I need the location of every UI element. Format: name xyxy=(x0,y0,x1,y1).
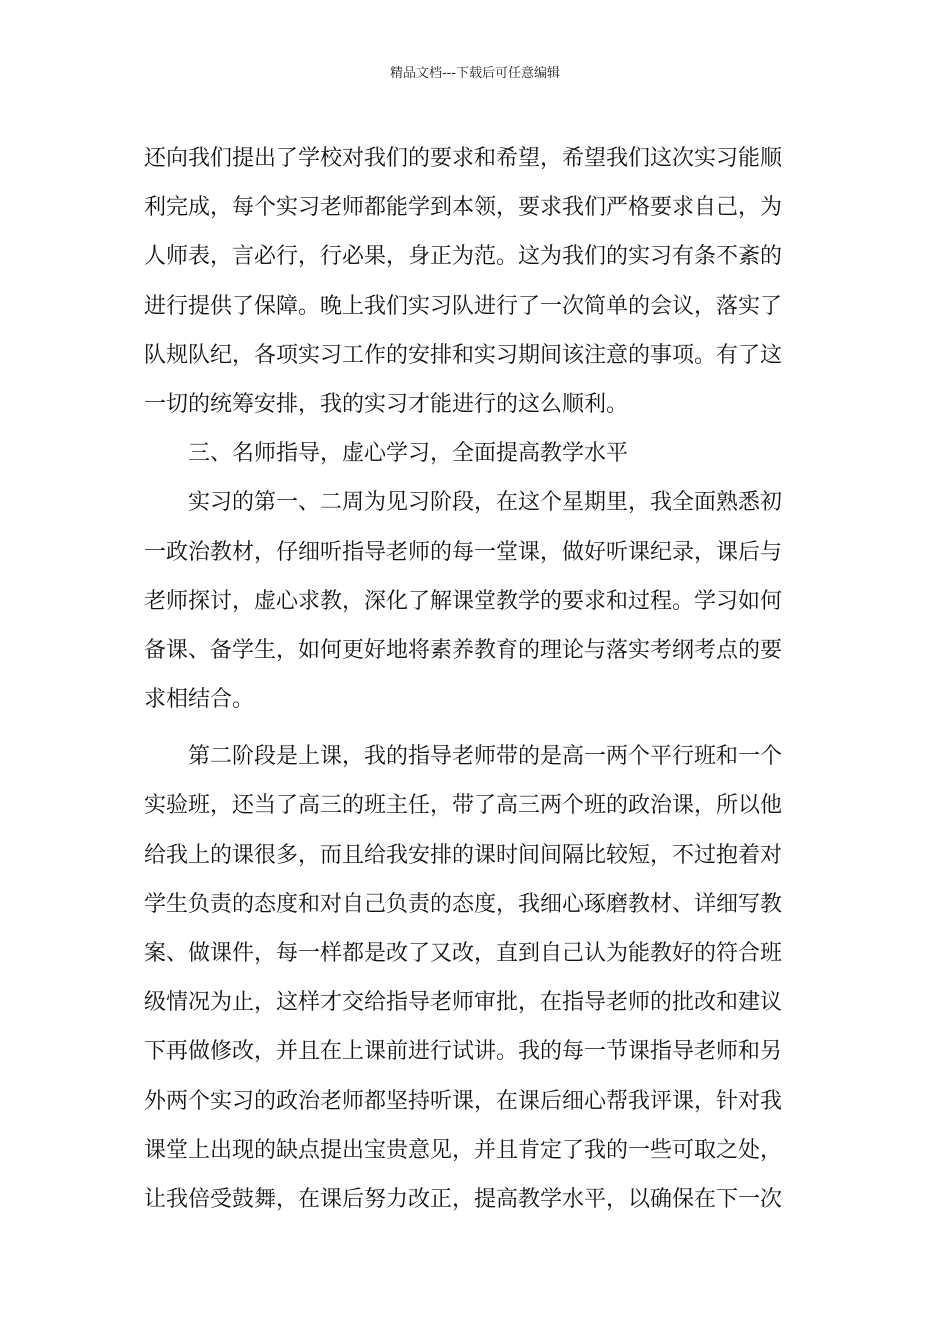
text-line: 课堂上出现的缺点提出宝贵意见，并且肯定了我的一些可取之处， xyxy=(144,1137,783,1163)
section-heading: 三、名师指导，虚心学习，全面提高教学水平 xyxy=(188,441,629,467)
text-line: 求相结合。 xyxy=(144,687,255,713)
text-line: 外两个实习的政治老师都坚持听课，在课后细心帮我评课，针对我 xyxy=(144,1088,783,1114)
text-line: 学生负责的态度和对自己负责的态度，我细心琢磨教材、详细写教 xyxy=(144,891,783,917)
text-line: 下再做修改，并且在上课前进行试讲。我的每一节课指导老师和另 xyxy=(144,1039,783,1065)
text-line: 一切的统筹安排，我的实习才能进行的这么顺利。 xyxy=(144,391,629,417)
text-line: 队规队纪，各项实习工作的安排和实习期间该注意的事项。有了这 xyxy=(144,342,783,368)
text-line: 实习的第一、二周为见习阶段，在这个星期里，我全面熟悉初 xyxy=(188,490,783,516)
text-line: 进行提供了保障。晚上我们实习队进行了一次简单的会议，落实了 xyxy=(144,293,783,319)
text-line: 让我倍受鼓舞，在课后努力改正，提高教学水平，以确保在下一次 xyxy=(144,1186,783,1212)
text-line: 实验班，还当了高三的班主任，带了高三两个班的政治课，所以他 xyxy=(144,793,783,819)
document-body xyxy=(144,134,814,1224)
text-line: 一政治教材，仔细听指导老师的每一堂课，做好听课纪录，课后与 xyxy=(144,539,783,565)
text-line: 老师探讨，虚心求教，深化了解课堂教学的要求和过程。学习如何 xyxy=(144,588,783,614)
text-line: 利完成，每个实习老师都能学到本领，要求我们严格要求自己，为 xyxy=(144,195,783,221)
text-line: 案、做课件，每一样都是改了又改，直到自己认为能教好的符合班 xyxy=(144,941,783,966)
text-line: 给我上的课很多，而且给我安排的课时间间隔比较短，不过抱着对 xyxy=(144,842,783,868)
text-line: 第二阶段是上课，我的指导老师带的是高一两个平行班和一个 xyxy=(188,744,783,770)
text-line: 备课、备学生，如何更好地将素养教育的理论与落实考纲考点的要 xyxy=(144,637,783,663)
paragraph-gap xyxy=(144,724,814,732)
text-line: 人师表，言必行，行必果，身正为范。这为我们的实习有条不紊的 xyxy=(144,244,783,270)
text-line: 级情况为止，这样才交给指导老师审批，在指导老师的批改和建议 xyxy=(144,990,783,1016)
text-line: 还向我们提出了学校对我们的要求和希望，希望我们这次实习能顺 xyxy=(144,146,783,171)
page-header: 精品文档---下载后可任意编辑 xyxy=(389,66,561,81)
